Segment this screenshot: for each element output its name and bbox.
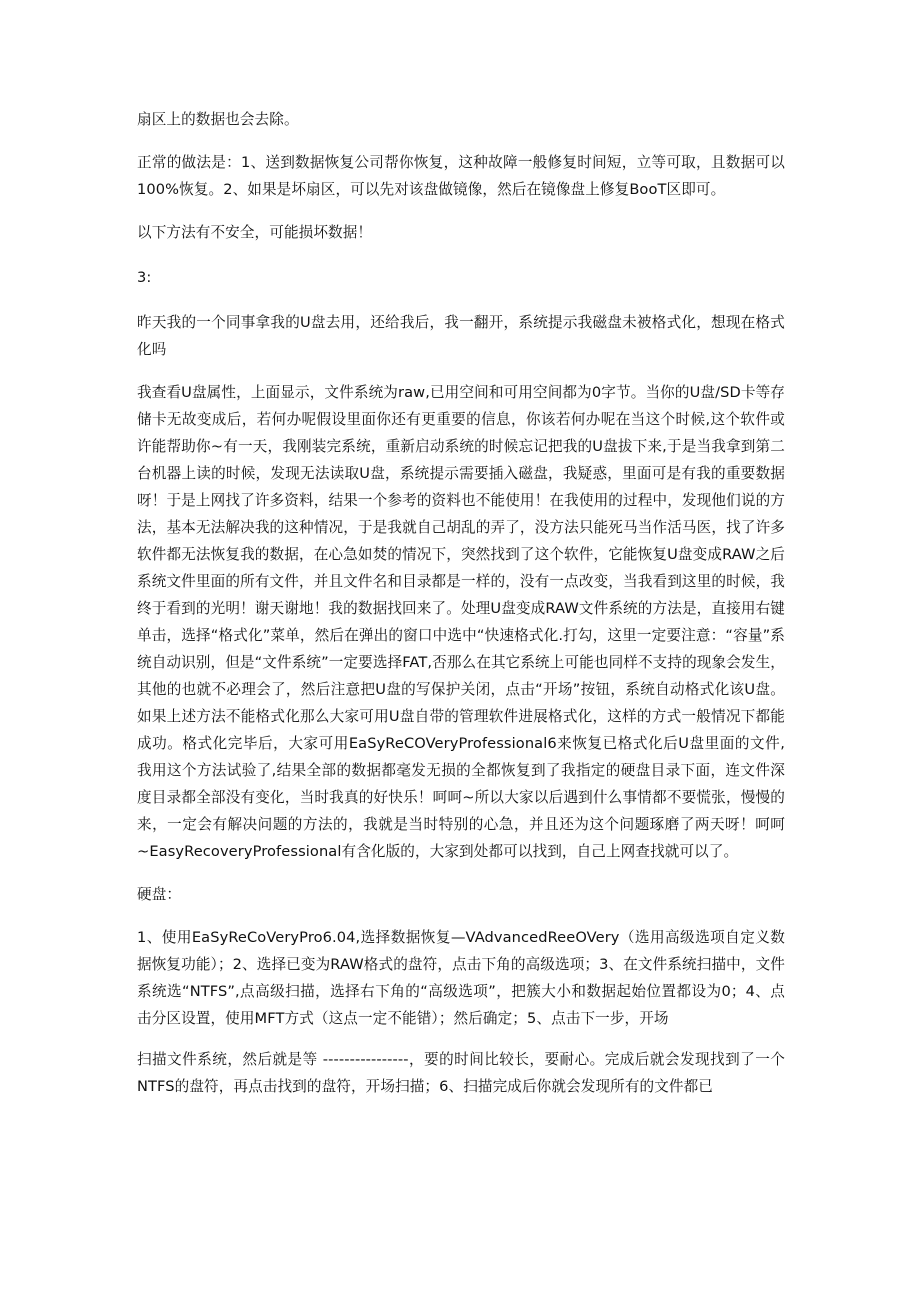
- paragraph-6: 我查看U盘属性，上面显示，文件系统为raw,已用空间和可用空间都为0字节。当你的U盘/SD卡等存储卡无故变成后，若何办呢假设里面你还有更重要的信息，你该若何办呢在当这个时候,这个软件或许能帮助你~有一天，我刚装完系统，重新启动系统的时候忘记把我的U盘拔下来,于是当我拿到第二台机器上读的时候，发现无法读取U盘，系统提示需要插入磁盘，我疑惑，里面可是有我的重要数据呀！于是上网找了许多资料，结果一个参考的资料也不能使用！在我使用的过程中，发现他们说的方法，基本无法解决我的这种情况，于是我就自己胡乱的弄了，没方法只能死马当作活马医，找了许多软件都无法恢复我的数据，在心急如焚的情况下，突然找到了这个软件，它能恢复U盘变成RAW之后系统文件里面的所有文件，并且文件名和目录都是一样的，没有一点改变，当我看到这里的时候，我终于看到的光明！谢天谢地！我的数据找回来了。处理U盘变成RAW文件系统的方法是，直接用右键单击，选择“格式化”菜单，然后在弹出的窗口中选中“快速格式化.打勾，这里一定要注意：“容量”系统自动识别，但是“文件系统”一定要选择FAT,否那么在其它系统上可能也同样不支持的现象会发生，其他的也就不必理会了，然后注意把U盘的写保护关闭，点击“开场”按钮，系统自动格式化该U盘。如果上述方法不能格式化那么大家可用U盘自带的管理软件进展格式化，这样的方式一般情况下都能成功。格式化完毕后，大家可用EaSyReCOVeryProfessional6来恢复已格式化后U盘里面的文件,我用这个方法试验了,结果全部的数据都毫发无损的全都恢复到了我指定的硬盘目录下面，连文件深度目录都全部没有变化，当时我真的好快乐！呵呵~所以大家以后遇到什么事情都不要慌张，慢慢的来，一定会有解决问题的方法的，我就是当时特别的心急，并且还为这个问题琢磨了两天呀！呵呵~EasyRecoveryProfessional有含化版的，大家到处都可以找到，自己上网查找就可以了。: [137, 384, 785, 860]
- paragraph-3: 以下方法有不安全，可能损坏数据！: [137, 224, 373, 241]
- paragraph-9: 扫描文件系统，然后就是等 ----------------，要的时间比较长，要耐心。完成后就会发现找到了一个NTFS的盘符，再点击找到的盘符，开场扫描；6、扫描完成后你就会发现所有的文件都已: [137, 1051, 785, 1095]
- paragraph-5: 昨天我的一个同事拿我的U盘去用，还给我后，我一翻开，系统提示我磁盘未被格式化，想现在格式化吗: [137, 314, 785, 358]
- paragraph-1: 扇区上的数据也会去除。: [137, 111, 299, 128]
- document-page: [137, 106, 785, 1100]
- paragraph-7: 硬盘：: [137, 886, 182, 903]
- paragraph-2: 正常的做法是：1、送到数据恢复公司帮你恢复，这种故障一般修复时间短，立等可取，且数据可以100%恢复。2、如果是坏扇区，可以先对该盘做镜像，然后在镜像盘上修复BooT区即可。: [137, 154, 785, 198]
- paragraph-4: 3:: [137, 269, 152, 286]
- paragraph-8: 1、使用EaSyReCoVeryPro6.04,选择数据恢复—VAdvancedReeOVery（选用高级选项自定义数据恢复功能）；2、选择已变为RAW格式的盘符，点击下角的高级选项；3、在文件系统扫描中，文件系统选“NTFS”,点高级扫描，选择右下角的“高级选项”，把簇大小和数据起始位置都设为0；4、点击分区设置，使用MFT方式（这点一定不能错）；然后确定；5、点击下一步，开场: [137, 929, 785, 1027]
